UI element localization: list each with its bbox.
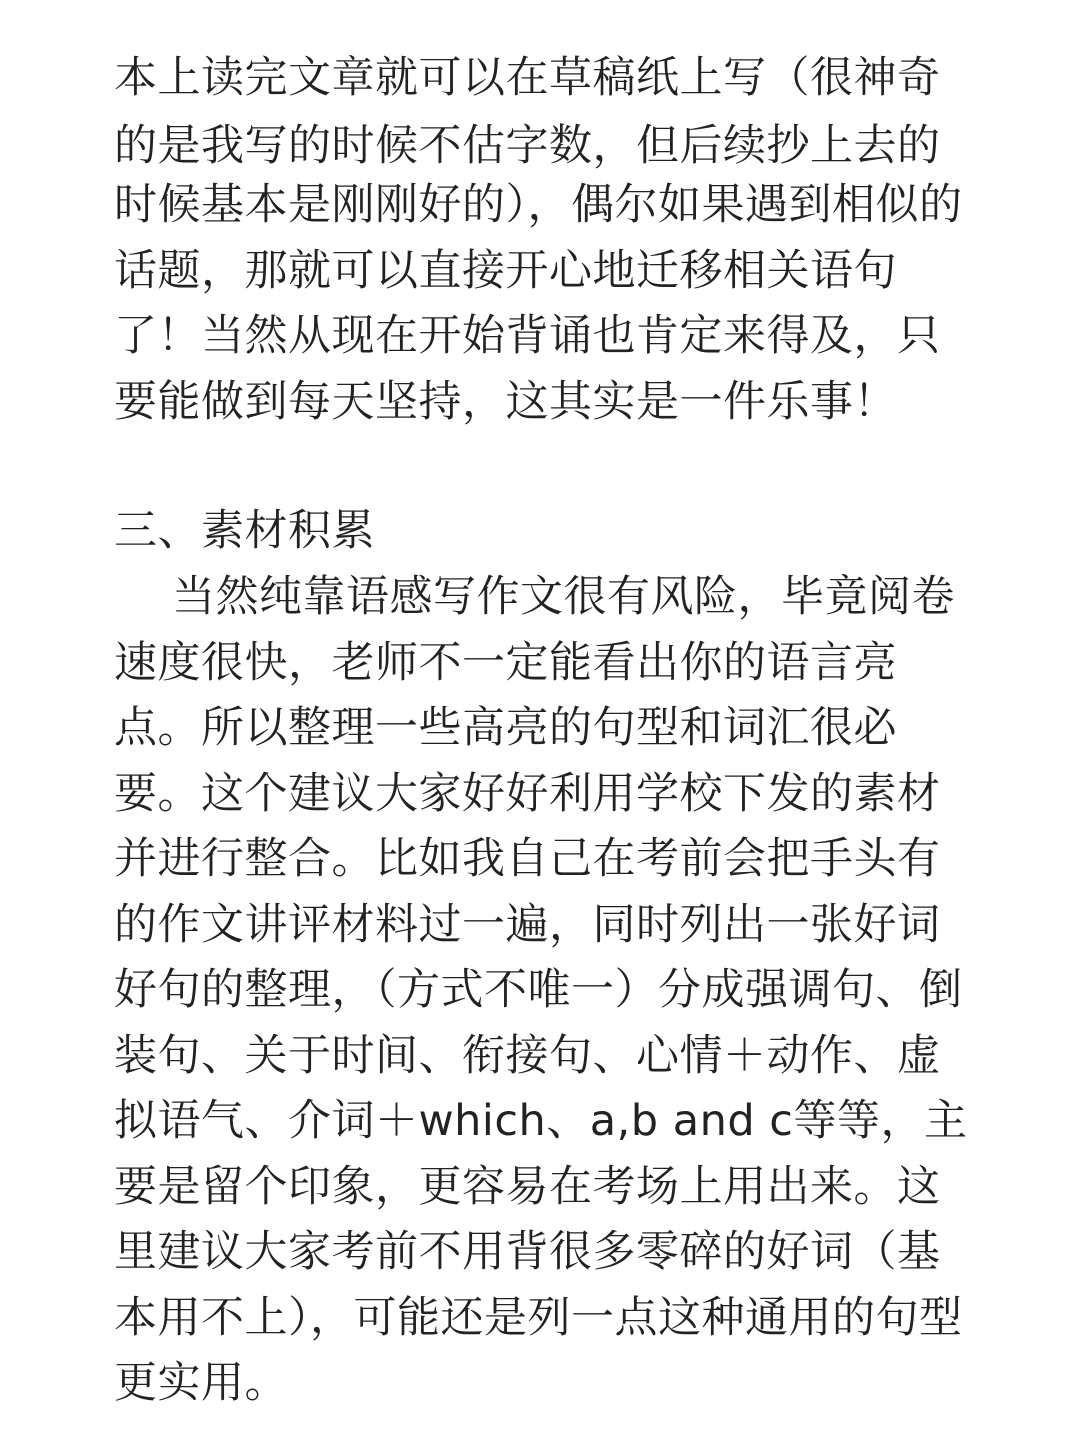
intro-line-2: 的是我写的时候不估字数，但后续抄上去的 xyxy=(114,121,941,171)
section-line-6: 的作文讲评材料过一遍，同时列出一张好词 xyxy=(114,900,941,950)
section-line-5: 并进行整合。比如我自己在考前会把手头有 xyxy=(114,834,941,884)
intro-line-3: 时候基本是刚刚好的），偶尔如果遇到相似的 xyxy=(114,180,963,230)
section-line-4: 要。这个建议大家好好利用学校下发的素材 xyxy=(114,769,941,819)
section-line-2: 速度很快，老师不一定能看出你的语言亮 xyxy=(114,638,897,688)
intro-line-6: 要能做到每天坚持，这其实是一件乐事！ xyxy=(114,377,897,427)
section-line-12: 本用不上），可能还是列一点这种通用的句型 xyxy=(114,1293,963,1343)
section-line-9: 拟语气、介词＋which、a,b and c等等，主 xyxy=(114,1096,968,1146)
section-heading: 三、素材积累 xyxy=(114,506,375,556)
section-line-8: 装句、关于时间、衔接句、心情＋动作、虚 xyxy=(114,1031,941,1081)
intro-line-5: 了！当然从现在开始背诵也肯定来得及，只 xyxy=(114,311,941,361)
intro-line-4: 话题，那就可以直接开心地迁移相关语句 xyxy=(114,246,897,296)
section-line-11: 里建议大家考前不用背很多零碎的好词（基 xyxy=(114,1227,941,1277)
intro-line-1: 本上读完文章就可以在草稿纸上写（很神奇 xyxy=(114,53,941,103)
section-line-7: 好句的整理，（方式不唯一）分成强调句、倒 xyxy=(114,965,963,1015)
section-line-3: 点。所以整理一些高亮的句型和词汇很必 xyxy=(114,703,897,753)
section-line-10: 要是留个印象，更容易在考场上用出来。这 xyxy=(114,1162,941,1212)
section-line-1: 当然纯靠语感写作文很有风险，毕竟阅卷 xyxy=(172,572,955,622)
section-line-13: 更实用。 xyxy=(114,1358,288,1408)
